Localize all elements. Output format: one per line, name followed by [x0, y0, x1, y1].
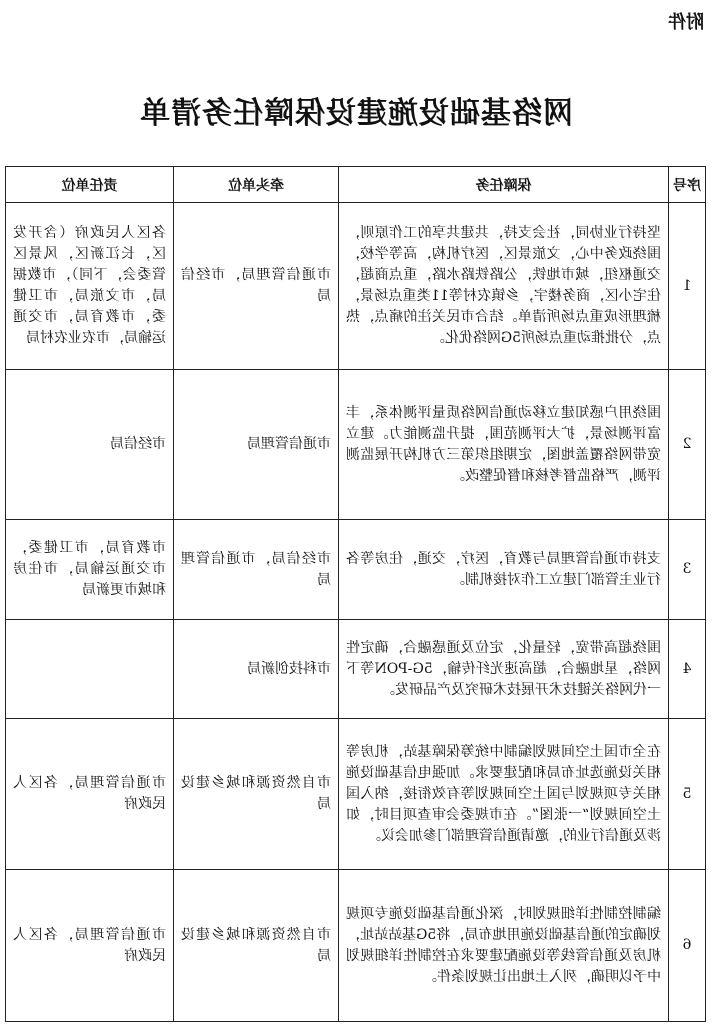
row-resp: 各区人民政府（含开发区，长江新区，风景区管委会，下同），市数据局，市文旅局，市卫健委，市教育局，市交通运输局，市农业农村局 [6, 203, 174, 370]
row-resp: 市经信局 [6, 370, 174, 520]
row-resp: 市通信管理局，各区人民政府 [6, 719, 174, 870]
row-seq: 2 [669, 370, 706, 520]
row-lead: 市科技创新局 [174, 620, 339, 719]
row-lead: 市自然资源和城乡建设局 [174, 870, 339, 1022]
row-lead: 市经信局，市通信管理局 [174, 520, 339, 620]
row-lead: 市通信管理局，市经信局 [174, 203, 339, 370]
table-row [6, 370, 706, 520]
row-resp: 市教育局，市卫健委，市交通运输局，市住房和城市更新局 [6, 520, 174, 620]
header-lead: 牵头单位 [174, 167, 339, 203]
row-seq: 3 [669, 520, 706, 620]
row-task: 坚持行业协同，社会支持，共建共享的工作原则，围绕政务中心，文旅景区，医疗机构，高等学校，交通枢纽，城市地铁，公路铁路水路，重点商超，住宅小区，商务楼宇，乡镇农村等11类重点场景，梳理形成重点场所清单。结合市民关注的痛点，热点，分批推动重点场所5G网络优化。 [339, 203, 669, 370]
row-task: 围绕超高带宽，轻量化，定位及通感融合，确定性网络，星地融合，超高速光纤传输，5G-PON等下一代网络关键技术开展技术研究及产品研发。 [339, 620, 669, 719]
row-seq: 1 [669, 203, 706, 370]
table-row [6, 203, 706, 370]
table-row [6, 620, 706, 719]
row-lead: 市自然资源和城乡建设局 [174, 719, 339, 870]
document-title: 网络基础设施建设保障任务清单 [139, 96, 573, 131]
task-table [5, 166, 706, 1022]
row-resp [6, 620, 174, 719]
row-lead: 市通信管理局 [174, 370, 339, 520]
row-task: 围绕用户感知建立移动通信网络质量评测体系，丰富评测场景，扩大评测范围，提升监测能力。建立宽带网络覆盖地图，定期组织第三方机构开展监测评测，严格监督考核和督促整改。 [339, 370, 669, 520]
header-seq: 序号 [669, 167, 706, 203]
attachment-label: 附件 [668, 12, 704, 33]
row-seq: 6 [669, 870, 706, 1022]
table-row [6, 719, 706, 870]
header-task: 保障任务 [339, 167, 669, 203]
table-row [6, 520, 706, 620]
row-task: 编制控制性详细规划时，深化通信基础设施专项规划确定的通信基础设施用地布局，将5G基站站址，机房及通信管线等设施配建要求在控制性详细规划中予以明确，列入土地出让规划条件。 [339, 870, 669, 1022]
row-resp: 市通信管理局，各区人民政府 [6, 870, 174, 1022]
row-seq: 4 [669, 620, 706, 719]
table-header-row [6, 167, 706, 203]
row-seq: 5 [669, 719, 706, 870]
table-row [6, 870, 706, 1022]
row-task: 支持市通信管理局与教育，医疗，交通，住房等各行业主管部门建立工作对接机制。 [339, 520, 669, 620]
row-task: 在全市国土空间规划编制中统筹保障基站，机房等相关设施选址布局和配建要求。加强电信基础设施相关专项规划与国土空间规划等有效衔接，纳入国土空间规划“一张图”。在市规委会审查项目时，如涉及通信行业的，邀请通信管理部门参加会议。 [339, 719, 669, 870]
header-resp: 责任单位 [6, 167, 174, 203]
